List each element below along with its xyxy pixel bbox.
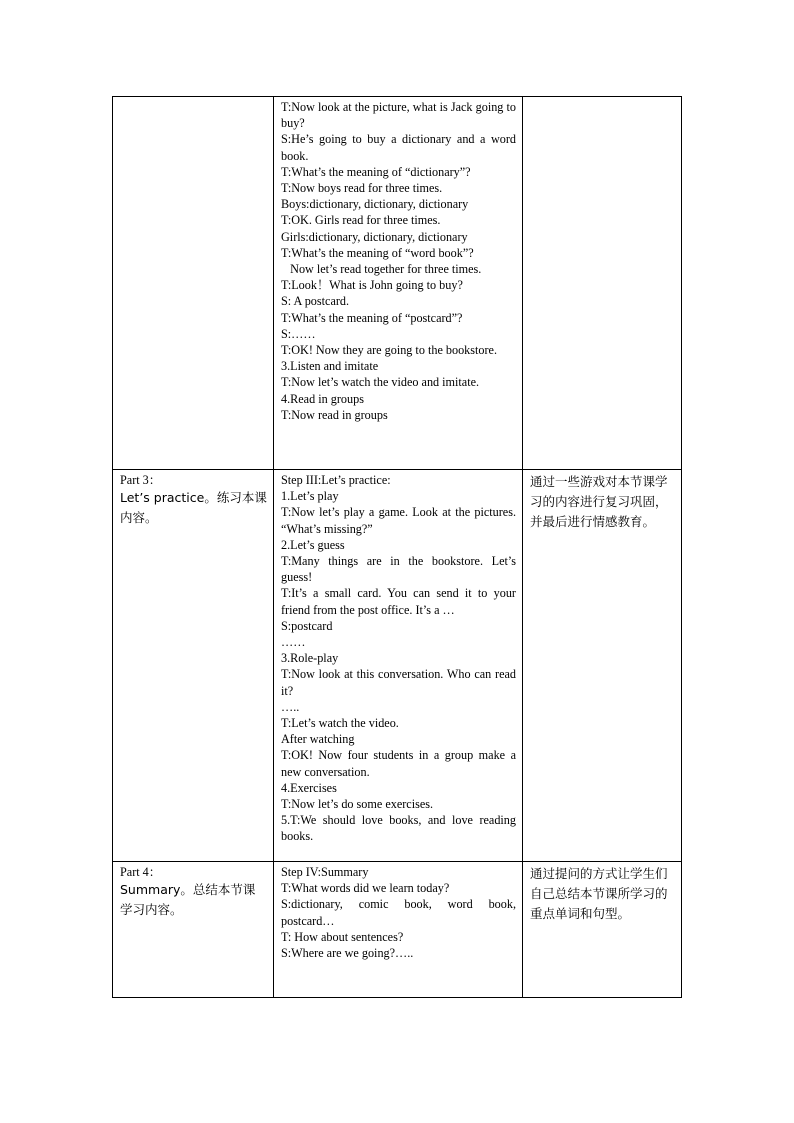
content-line: S:postcard — [281, 618, 333, 633]
table-row — [113, 470, 682, 862]
content-line: T:OK! Now four students in a group make a new conversation. — [281, 748, 516, 779]
content-line: T:Let’s watch the video. — [281, 716, 399, 731]
content-line: T:Now let’s watch the video and imitate. — [281, 375, 480, 390]
content-line: T:What’s the meaning of “dictionary”? — [281, 164, 471, 179]
content-line: T:Now read in groups — [281, 407, 388, 422]
content-line: T: How about sentences? — [281, 929, 404, 944]
part-title: Part 4： — [120, 865, 161, 879]
teaching-note: 通过提问的方式让学生们自己总结本节课所学习的重点单词和句型。 — [530, 866, 668, 921]
content-line: 3.Listen and imitate — [281, 359, 379, 374]
content-line: Girls:dictionary, dictionary, dictionary — [281, 229, 468, 244]
content-line: ….. — [281, 699, 300, 714]
part-cell — [113, 470, 274, 862]
content-line: T:Now look at the picture, what is Jack going to buy? — [281, 100, 516, 131]
content-cell — [274, 470, 523, 862]
content-line: T:OK! Now they are going to the bookstore. — [281, 343, 498, 358]
content-line: 4.Read in groups — [281, 391, 364, 406]
content-line: T:Many things are in the bookstore. Let’s guess! — [281, 554, 516, 585]
content-line: T:Now boys read for three times. — [281, 181, 443, 196]
table-row — [113, 862, 682, 998]
content-line: S:He’s going to buy a dictionary and a word book. — [281, 132, 516, 163]
content-line: 2.Let’s guess — [281, 537, 345, 552]
content-line: S: A postcard. — [281, 294, 350, 309]
content-line: 1.Let’s play — [281, 489, 339, 504]
content-line: T:What’s the meaning of “word book”? — [281, 245, 474, 260]
content-line: Step IV:Summary — [281, 865, 369, 879]
content-line: Step III:Let’s practice: — [281, 473, 391, 487]
table-row — [113, 97, 682, 470]
content-line: S:…… — [281, 326, 316, 341]
part-title: Part 3： — [120, 473, 161, 487]
teaching-note: 通过一些游戏对本节课学习的内容进行复习巩固，并最后进行情感教育。 — [530, 474, 668, 529]
content-line: S:dictionary, comic book, word book, postcard… — [281, 897, 516, 928]
note-cell — [523, 862, 682, 998]
content-line: Now let’s read together for three times. — [281, 262, 482, 277]
content-line: T:What’s the meaning of “postcard”? — [281, 310, 463, 325]
content-line: T:Now look at this conversation. Who can read it? — [281, 667, 516, 698]
content-line: T:Now let’s play a game. Look at the pictures. “What’s missing?” — [281, 505, 516, 536]
content-line: …… — [281, 635, 306, 650]
part-cell — [113, 97, 274, 470]
content-line: 5.T:We should love books, and love reading books. — [281, 813, 516, 844]
part-cell — [113, 862, 274, 998]
content-cell — [274, 862, 523, 998]
content-line: 4.Exercises — [281, 780, 337, 795]
content-line: T:OK. Girls read for three times. — [281, 213, 441, 228]
part-description: Summary。总结本节课学习内容。 — [120, 882, 256, 918]
note-cell — [523, 470, 682, 862]
content-cell — [274, 97, 523, 470]
content-line: T:Now let’s do some exercises. — [281, 797, 434, 812]
content-line: T:Look！What is John going to buy? — [281, 278, 463, 293]
note-cell — [523, 97, 682, 470]
content-line: T:What words did we learn today? — [281, 881, 450, 896]
content-line: 3.Role-play — [281, 651, 339, 666]
lesson-plan-table — [112, 96, 682, 998]
content-line: Boys:dictionary, dictionary, dictionary — [281, 197, 469, 212]
content-line: After watching — [281, 732, 355, 747]
part-description: Let’s practice。练习本课内容。 — [120, 490, 267, 526]
content-line: S:Where are we going?….. — [281, 946, 414, 961]
content-line: T:It’s a small card. You can send it to your friend from the post office. It’s a … — [281, 586, 516, 617]
